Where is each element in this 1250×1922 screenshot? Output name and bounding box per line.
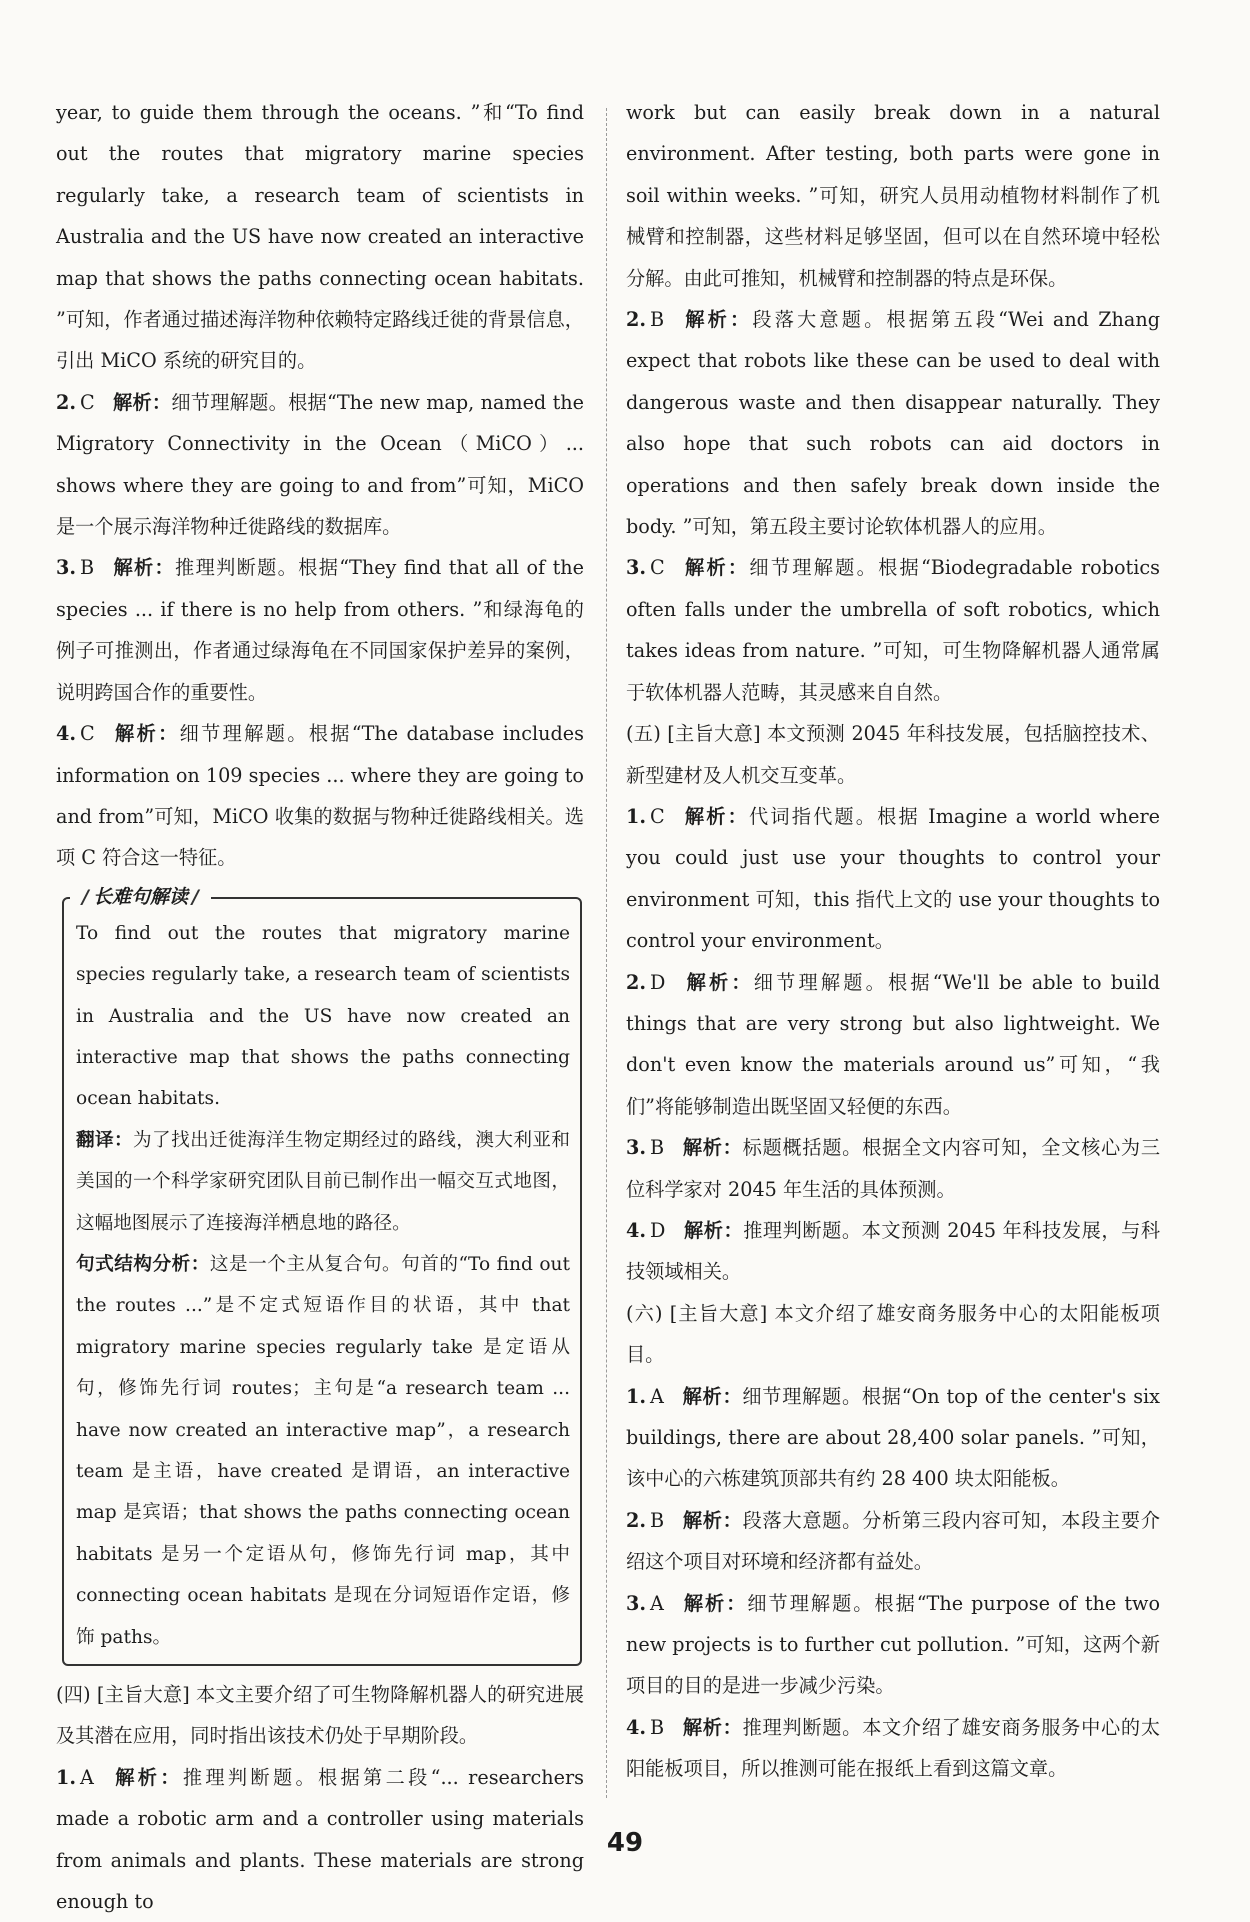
page-number: 49 [606,1828,644,1858]
answer-item: 3. A 解析：细节理解题。根据“The purpose of the two new projects is to further cut pollution. ”可知，这两个新项目的目的是进一步减少污染。 [626,1591,1161,1698]
box-translation: 翻译：为了找出迁徙海洋生物定期经过的路线，澳大利亚和美国的一个科学家研究团队目前已制作出一幅交互式地图，这幅地图展示了连接海洋栖息地的路径。 [76,1129,570,1234]
answer-item: 4. C 解析：细节理解题。根据“The database includes information on 109 species ... where they are going to and from”可知，MiCO 收集的数据与物种迁徙路线相关。选项 C 符合这一特征。 [56,722,584,870]
box-analysis: 句式结构分析：这是一个主从复合句。句首的“To find out the routes ...”是不定式短语作目的状语，其中 that migratory marine species regularly take 是定语从句，修饰先行词 routes；主句是“a research team ... have now created an interactive map”，a research team 是主语，have created 是谓语，an interactive map 是宾语；that shows the paths connecting ocean habitats 是另一个定语从句，修饰先行词 map，其中 connecting ocean habitats 是现在分词短语作定语，修饰 paths。 [76,1253,570,1648]
answer-item: 3. B 解析：标题概括题。根据全文内容可知，全文核心为三位科学家对 2045 年生活的具体预测。 [626,1136,1161,1201]
column-divider [606,108,607,1798]
answer-item: 2. C 解析：细节理解题。根据“The new map, named the Migratory Connectivity in the Ocean（MiCO）... shows where they are going to and from”可知，MiCO 是一个展示海洋物种迁徙路线的数据库。 [56,390,585,539]
answer-item: 2. B 解析：段落大意题。分析第三段内容可知，本段主要介绍这个项目对环境和经济都有益处。 [626,1508,1161,1574]
answer-item: 3. C 解析：细节理解题。根据“Biodegradable robotics often falls under the umbrella of soft robotics, which takes ideas from nature. ”可知，可生物降解机器人通常属于软体机器人范畴，其灵感来自自然。 [626,556,1160,704]
answer-item: 4. B 解析：推理判断题。本文介绍了雄安商务服务中心的太阳能板项目，所以推测可能在报纸上看到这篇文章。 [626,1715,1161,1781]
section-heading: (四) [主旨大意] 本文主要介绍了可生物降解机器人的研究进展及其潜在应用，同时指出该技术仍处于早期阶段。 [56,1683,584,1748]
paragraph: year, to guide them through the oceans. ”和“To find out the routes that migratory marine species regularly take, a research team of scientists in Australia and the US have now created an interactive map that shows the paths connecting ocean habitats. ”可知，作者通过描述海洋物种依赖特定路线迁徙的背景信息，引出 MiCO 系统的研究目的。 [56,101,584,373]
right-column [626,92,1160,1790]
answer-item: 1. A 解析：细节理解题。根据“On top of the center's six buildings, there are about 28,400 solar panels. ”可知，该中心的六栋建筑顶部共有约 28 400 块太阳能板。 [626,1384,1160,1491]
left-column [56,92,584,1922]
answer-item: 2. D 解析：细节理解题。根据“We'll be able to build things that are very strong but also lightweight. We don't even know the materials around us”可知，“我们”将能够制造出既坚固又轻便的东西。 [626,970,1160,1118]
paragraph: work but can easily break down in a natural environment. After testing, both parts were gone in soil within weeks. ”可知，研究人员用动植物材料制作了机械臂和控制器，这些材料足够坚固，但可以在自然环境中轻松分解。由此可推知，机械臂和控制器的特点是环保。 [626,101,1160,290]
section-heading: (六) [主旨大意] 本文介绍了雄安商务服务中心的太阳能板项目。 [626,1301,1160,1367]
long-sentence-box [62,885,582,1666]
answer-item: 1. C 解析：代词指代题。根据 Imagine a world where you could just use your thoughts to control your environment 可知，this 指代上文的 use your thoughts to control your environment。 [626,804,1160,953]
section-heading: (五) [主旨大意] 本文预测 2045 年科技发展，包括脑控技术、新型建材及人机交互变革。 [626,722,1160,787]
answer-item: 2. B 解析：段落大意题。根据第五段“Wei and Zhang expect that robots like these can be used to deal with dangerous waste and then disappear naturally. They also hope that such robots can aid doctors in operations and then safely break down inside the body. ”可知，第五段主要讨论软体机器人的应用。 [626,308,1160,539]
box-sentence: To find out the routes that migratory marine species regularly take, a research team of scientists in Australia and the US have now created an interactive map that shows the paths connecting ocean habitats. [76,922,570,1110]
box-title: / 长难句解读 / [70,883,211,911]
answer-item: 3. B 解析：推理判断题。根据“They find that all of the species ... if there is no help from others. ”和绿海龟的例子可推测出，作者通过绿海龟在不同国家保护差异的案例，说明跨国合作的重要性。 [56,556,584,704]
answer-item: 1. A 解析：推理判断题。根据第二段“... researchers made a robotic arm and a controller using materials from animals and plants. These materials are strong enough to [56,1765,585,1914]
answer-item: 4. D 解析：推理判断题。本文预测 2045 年科技发展，与科技领域相关。 [626,1218,1161,1284]
